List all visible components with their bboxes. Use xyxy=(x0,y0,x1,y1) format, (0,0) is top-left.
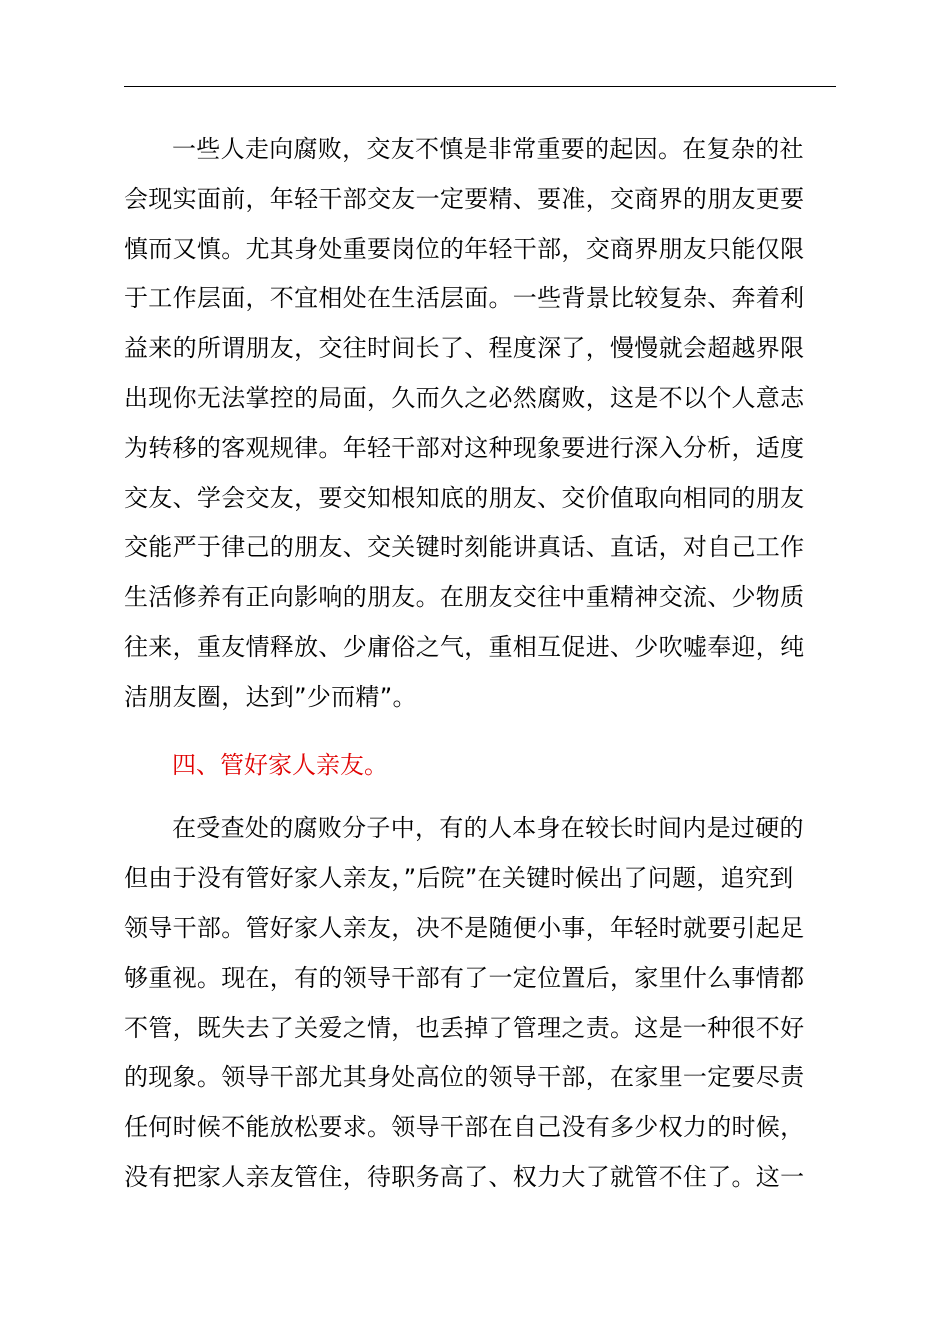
paragraph-family xyxy=(124,804,836,1202)
document-body xyxy=(124,125,836,1203)
text-line: 交友、学会交友，要交知根知底的朋友、交价值取向相同的朋友 xyxy=(124,483,805,512)
text-line: 出现你无法掌控的局面，久而久之必然腐败，这是不以个人意志 xyxy=(124,383,805,412)
header-rule xyxy=(124,86,836,87)
text-line: 益来的所谓朋友，交往时间长了、程度深了，慢慢就会超越界限 xyxy=(124,334,805,363)
text-line: 会现实面前，年轻干部交友一定要精、要准，交商界的朋友更要 xyxy=(124,184,805,213)
text-line: 洁朋友圈，达到”少而精”。 xyxy=(124,682,417,711)
paragraph-friendship xyxy=(124,125,836,723)
text-line: 任何时候不能放松要求。领导干部在自己没有多少权力的时候， xyxy=(124,1113,805,1142)
text-line: 领导干部。管好家人亲友，决不是随便小事，年轻时就要引起足 xyxy=(124,913,805,942)
text-line: 为转移的客观规律。年轻干部对这种现象要进行深入分析，适度 xyxy=(124,433,805,462)
text-line: 生活修养有正向影响的朋友。在朋友交往中重精神交流、少物质 xyxy=(124,583,805,612)
text-line: 不管，既失去了关爱之情，也丢掉了管理之责。这是一种很不好 xyxy=(124,1013,805,1042)
text-line: 慎而又慎。尤其身处重要岗位的年轻干部，交商界朋友只能仅限 xyxy=(124,234,805,263)
text-line: 够重视。现在，有的领导干部有了一定位置后，家里什么事情都 xyxy=(124,963,805,992)
text-line: 在受查处的腐败分子中，有的人本身在较长时间内是过硬的 xyxy=(172,814,804,843)
text-line: 的现象。领导干部尤其身处高位的领导干部，在家里一定要尽责 xyxy=(124,1063,805,1092)
text-line: 往来，重友情释放、少庸俗之气，重相互促进、少吹嘘奉迎，纯 xyxy=(124,632,805,661)
text-line: 于工作层面，不宜相处在生活层面。一些背景比较复杂、奔着利 xyxy=(124,284,805,313)
section-heading: 四、管好家人亲友。 xyxy=(172,750,388,779)
text-line: 没有把家人亲友管住，待职务高了、权力大了就管不住了。这一 xyxy=(124,1162,805,1191)
text-line: 但由于没有管好家人亲友，”后院”在关键时候出了问题，追究到 xyxy=(124,864,794,893)
text-line: 交能严于律己的朋友、交关键时刻能讲真话、直话，对自己工作 xyxy=(124,533,805,562)
text-line: 一些人走向腐败，交友不慎是非常重要的起因。在复杂的社 xyxy=(172,135,804,163)
